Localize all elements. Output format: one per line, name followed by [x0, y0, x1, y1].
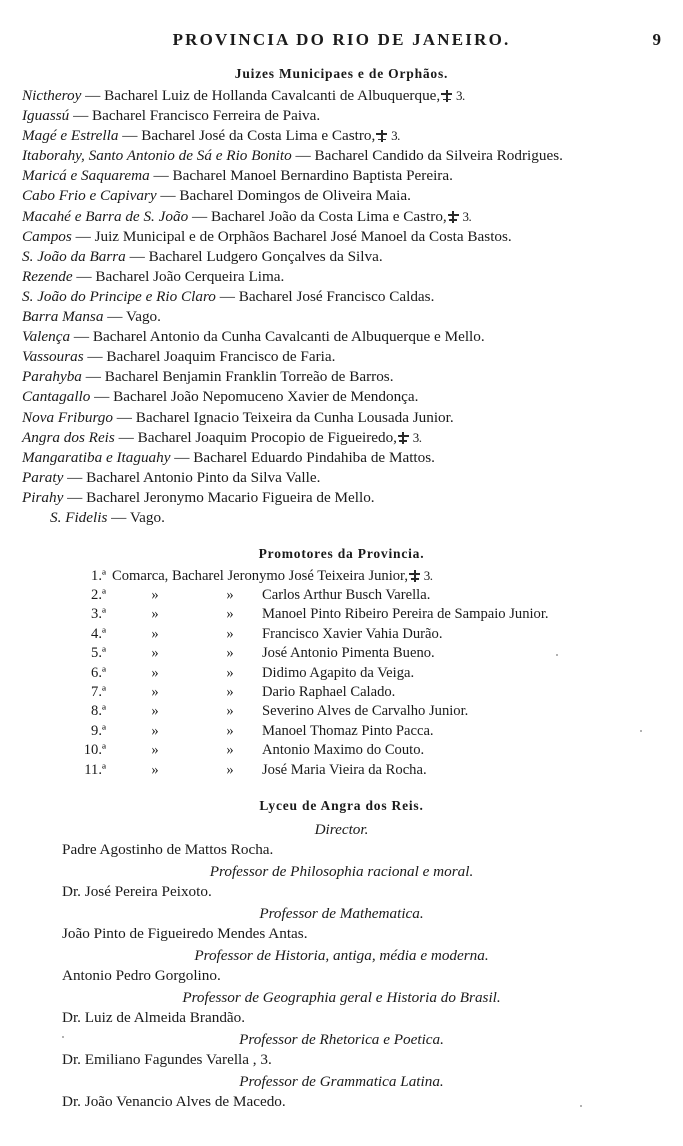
document-page — [0, 30, 683, 1146]
lyceu-person: Padre Agostinho de Mattos Rocha. — [62, 841, 274, 859]
entry-place: Parahyba — [22, 368, 82, 386]
entry-text: — Bacharel Domingos de Oliveira Maia. — [156, 187, 411, 205]
entry-place: Itaborahy, Santo Antonio de Sá e Rio Bonito — [22, 147, 292, 165]
entry-text: — Bacharel Ignacio Teixeira da Cunha Lousada Junior. — [112, 408, 454, 426]
entry-order: 3. — [453, 88, 465, 103]
entry-order: 3. — [388, 128, 400, 144]
entry-text: — Bacharel Joaquim Procopio de Figueiredo, — [114, 428, 397, 446]
list-item — [22, 86, 667, 106]
speck — [640, 730, 642, 732]
entry-place: Maricá e Saquarema — [22, 167, 150, 185]
ditto-mark: » — [226, 586, 234, 603]
table-row — [0, 722, 683, 741]
table-row — [0, 625, 683, 644]
lyceu-role: Professor de Mathematica. — [259, 905, 424, 923]
table-row — [0, 664, 683, 683]
promotor-name: José Maria Vieira da Rocha. — [262, 761, 427, 778]
ditto-mark: » — [151, 722, 159, 739]
promotor-number: 7.ª — [91, 684, 106, 700]
entry-order: 3. — [459, 208, 472, 224]
lyceu-person: Antonio Pedro Gorgolino. — [62, 967, 221, 985]
promotor-order: 3. — [421, 567, 433, 583]
list-item — [22, 448, 667, 468]
section-heading-juizes: Juizes Municipaes e de Orphãos. — [234, 66, 449, 81]
order-cross-icon — [441, 90, 452, 102]
entry-text: — Bacharel Jeronymo Macario Figueira de Mello. — [63, 488, 375, 506]
entry-text: — Bacharel Eduardo Pindahiba de Mattos. — [170, 448, 435, 466]
entry-text: — Bacharel Antonio Pinto da Silva Valle. — [63, 468, 321, 486]
section-heading-lyceu: Lyceu de Angra dos Reis. — [259, 798, 424, 814]
list-item — [22, 287, 667, 307]
lyceu-person: Dr. Luiz de Almeida Brandão. — [62, 1009, 246, 1027]
promotor-name: Dario Raphael Calado. — [262, 684, 396, 700]
ditto-mark: » — [151, 586, 159, 603]
speck — [580, 1105, 582, 1107]
entry-text: — Bacharel Benjamin Franklin Torreão de Barros. — [81, 368, 394, 386]
order-cross-icon — [398, 432, 409, 444]
list-item — [22, 508, 667, 528]
ditto-mark: » — [226, 684, 234, 700]
ditto-mark: » — [226, 625, 234, 642]
lyceu-person: João Pinto de Figueiredo Mendes Antas. — [62, 925, 308, 943]
ditto-mark: » — [151, 664, 159, 681]
promotor-number: 6.ª — [91, 664, 106, 681]
speck — [556, 654, 558, 656]
promotor-number: 10.ª — [83, 742, 106, 759]
entry-place: Valença — [22, 328, 71, 346]
order-cross-icon — [376, 130, 387, 142]
promotor-number: 8.ª — [91, 703, 106, 720]
table-row — [0, 702, 683, 721]
promotor-name: Antonio Maximo do Couto. — [262, 742, 425, 759]
table-row — [0, 566, 683, 586]
list-item — [22, 307, 667, 327]
list-item — [22, 106, 667, 126]
page-number: 9 — [652, 30, 661, 49]
list-item — [22, 367, 667, 387]
ditto-mark: » — [151, 645, 159, 662]
table-row — [0, 761, 683, 780]
entry-place: Vassouras — [22, 348, 84, 366]
promotor-number: 11.ª — [84, 761, 106, 778]
lyceu-role: Director. — [314, 821, 369, 839]
list-item — [22, 227, 667, 247]
table-row — [0, 605, 683, 624]
list-item — [22, 488, 667, 508]
ditto-mark: » — [151, 761, 159, 778]
promotor-number: 2.ª — [91, 586, 106, 603]
speck — [62, 1036, 64, 1038]
promotores-table — [0, 566, 683, 780]
promotor-name: Severino Alves de Carvalho Junior. — [262, 703, 469, 720]
entry-place: Cabo Frio e Capivary — [22, 187, 157, 205]
list-item — [22, 126, 667, 146]
ditto-mark: » — [226, 645, 234, 662]
list-item — [22, 267, 667, 287]
list-item — [22, 347, 667, 367]
list-item — [22, 428, 667, 448]
entry-text: — Bacharel Antonio da Cunha Cavalcanti de Albuquerque e Mello. — [70, 328, 485, 346]
running-title: PROVINCIA DO RIO DE JANEIRO. — [172, 30, 511, 49]
promotor-name: Carlos Arthur Busch Varella. — [262, 586, 431, 603]
entry-place: Iguassú — [22, 107, 70, 125]
lyceu-role: Professor de Rhetorica e Poetica. — [239, 1031, 444, 1049]
juizes-list — [22, 86, 667, 528]
entry-place: S. João do Principe e Rio Claro — [22, 287, 216, 305]
promotor-name: José Antonio Pimenta Bueno. — [262, 645, 435, 662]
list-item — [22, 166, 667, 186]
entry-place: Angra dos Reis — [22, 428, 115, 446]
entry-text: — Bacharel José Francisco Caldas. — [215, 287, 435, 305]
entry-text: — Vago. — [103, 308, 161, 326]
entry-text: — Bacharel José da Costa Lima e Castro, — [118, 127, 376, 145]
entry-text: — Juiz Municipal e de Orphãos Bacharel José Manoel da Costa Bastos. — [71, 227, 512, 245]
entry-order: 3. — [409, 429, 422, 445]
entry-text: — Bacharel Luiz de Hollanda Cavalcanti de Albuquerque, — [81, 87, 441, 104]
entry-text: — Bacharel Manoel Bernardino Baptista Pereira. — [149, 167, 453, 185]
ditto-mark: » — [151, 703, 159, 720]
promotor-number: 3.ª — [91, 606, 106, 623]
entry-text: — Bacharel Joaquim Francisco de Faria. — [83, 348, 336, 366]
lyceu-person: Dr. José Pereira Peixoto. — [62, 883, 212, 901]
promotor-name: Didimo Agapito da Veiga. — [262, 664, 415, 681]
ditto-mark: » — [151, 742, 159, 759]
entry-place: Barra Mansa — [22, 308, 104, 326]
list-item — [22, 247, 667, 267]
entry-text: — Bacharel Candido da Silveira Rodrigues. — [291, 147, 563, 165]
entry-place: S. Fidelis — [50, 508, 108, 526]
entry-text: — Vago. — [107, 508, 165, 526]
order-cross-icon — [409, 570, 420, 582]
entry-place: Rezende — [22, 267, 73, 285]
promotor-name: Manoel Thomaz Pinto Pacca. — [262, 722, 434, 739]
ditto-mark: » — [226, 606, 234, 623]
lyceu-role: Professor de Geographia geral e Historia do Brasil. — [182, 989, 501, 1007]
list-item — [22, 327, 667, 347]
ditto-mark: » — [151, 606, 159, 623]
ditto-mark: » — [226, 742, 234, 759]
entry-place: Mangaratiba e Itaguahy — [22, 448, 171, 466]
promotor-label-text: Comarca, Bacharel Jeronymo José Teixeira Junior, — [112, 567, 408, 584]
entry-place: Macahé e Barra de S. João — [22, 207, 189, 225]
entry-place: Nictheroy — [22, 87, 82, 104]
entry-place: Cantagallo — [22, 388, 91, 406]
table-row — [0, 586, 683, 605]
entry-text: — Bacharel João da Costa Lima e Castro, — [188, 207, 447, 225]
entry-place: Pirahy — [22, 488, 64, 506]
lyceu-person: Dr. João Venancio Alves de Macedo. — [62, 1093, 286, 1111]
section-heading-promotores: Promotores da Provincia. — [258, 545, 425, 561]
entry-text: — Bacharel João Nepomuceno Xavier de Mendonça. — [90, 388, 419, 406]
entry-place: Nova Friburgo — [22, 408, 113, 426]
table-row — [0, 644, 683, 663]
ditto-mark: » — [151, 684, 159, 700]
list-item — [22, 186, 667, 206]
promotor-number: 4.ª — [91, 625, 106, 642]
entry-place: Magé e Estrella — [22, 127, 119, 145]
promotor-number: 1.ª — [91, 567, 106, 584]
list-item — [22, 146, 667, 166]
ditto-mark: » — [226, 722, 234, 739]
entry-place: S. João da Barra — [22, 247, 126, 265]
list-item — [22, 207, 667, 227]
list-item — [22, 408, 667, 428]
ditto-mark: » — [226, 761, 234, 778]
entry-text: — Bacharel João Cerqueira Lima. — [72, 267, 285, 285]
table-row — [0, 741, 683, 760]
list-item — [22, 387, 667, 407]
lyceu-role: Professor de Grammatica Latina. — [239, 1073, 444, 1091]
ditto-mark: » — [226, 664, 234, 681]
page-header — [0, 30, 683, 54]
entry-text: — Bacharel Francisco Ferreira de Paiva. — [69, 107, 321, 125]
lyceu-role: Professor de Philosophia racional e moral. — [209, 863, 474, 881]
promotor-number: 5.ª — [91, 645, 106, 662]
table-row — [0, 683, 683, 702]
promotor-number: 9.ª — [91, 722, 106, 739]
promotor-name: Manoel Pinto Ribeiro Pereira de Sampaio Junior. — [262, 606, 549, 623]
order-cross-icon — [448, 211, 459, 223]
ditto-mark: » — [226, 703, 234, 720]
entry-place: Campos — [22, 227, 72, 245]
lyceu-list — [0, 820, 683, 1112]
promotor-name: Francisco Xavier Vahia Durão. — [262, 625, 443, 642]
entry-text: — Bacharel Ludgero Gonçalves da Silva. — [125, 247, 383, 265]
lyceu-person: Dr. Emiliano Fagundes Varella , 3. — [62, 1051, 272, 1069]
lyceu-role: Professor de Historia, antiga, média e moderna. — [194, 947, 489, 965]
list-item — [22, 468, 667, 488]
entry-place: Paraty — [22, 468, 64, 486]
ditto-mark: » — [151, 625, 159, 642]
promotor-first-label — [112, 566, 683, 586]
